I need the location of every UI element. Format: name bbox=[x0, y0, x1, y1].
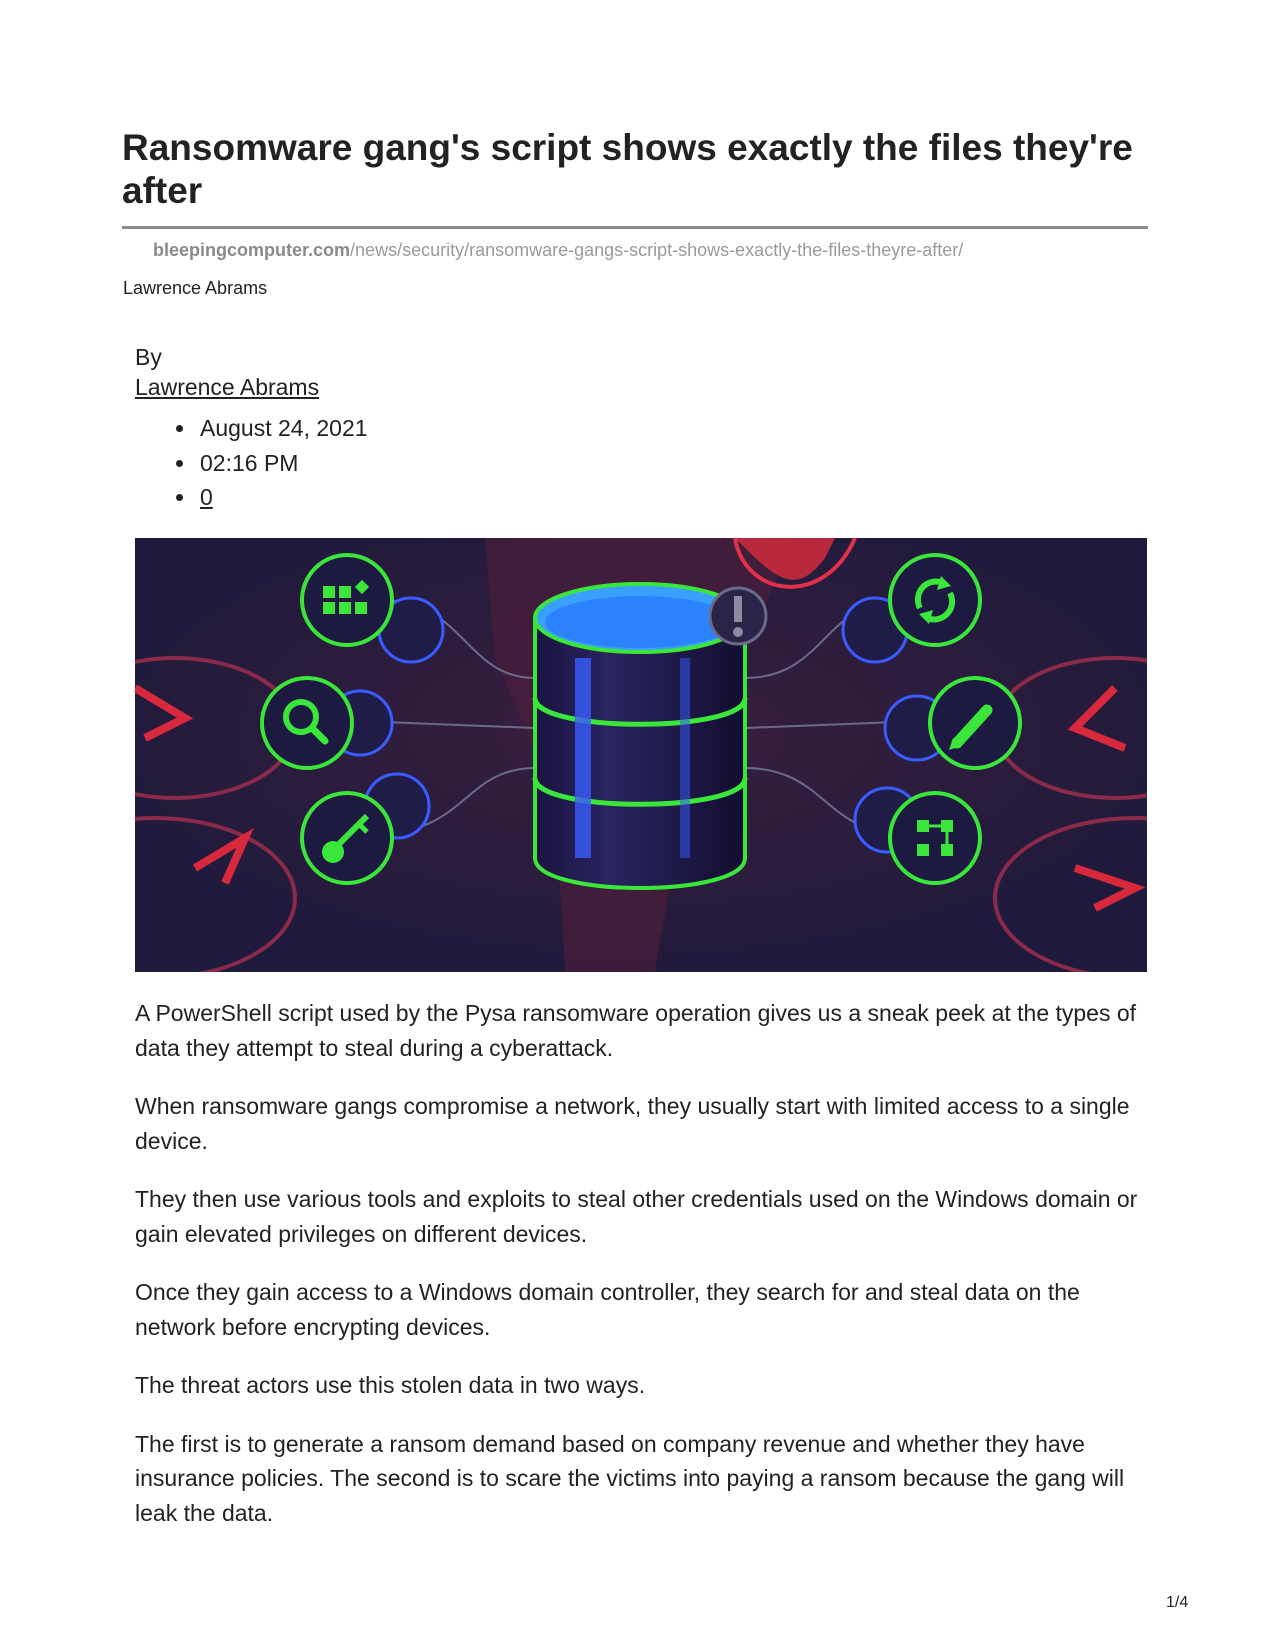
byline bbox=[135, 342, 319, 402]
author-link[interactable]: Lawrence Abrams bbox=[135, 374, 320, 400]
comment-count-link[interactable]: 0 bbox=[200, 484, 213, 510]
body-paragraph: They then use various tools and exploits to steal other credentials used on the Windows domain or gain elevated privileges on different devices. bbox=[135, 1186, 1138, 1247]
hero-image bbox=[135, 538, 1147, 972]
by-label: By bbox=[135, 344, 162, 370]
page-number: 1/4 bbox=[1166, 1594, 1189, 1611]
body-paragraph: A PowerShell script used by the Pysa ransomware operation gives us a sneak peek at the types of data they attempt to steal during a cyberattack. bbox=[135, 1000, 1137, 1061]
body-paragraph: The first is to generate a ransom demand based on company revenue and whether they have insurance policies. The second is to scare the victims into paying a ransom because the gang will leak the data. bbox=[135, 1430, 1125, 1526]
body-paragraph: When ransomware gangs compromise a network, they usually start with limited access to a single device. bbox=[135, 1093, 1130, 1154]
source-path: /news/security/ransomware-gangs-script-shows-exactly-the-files-theyre-after/ bbox=[350, 240, 964, 260]
publish-time: • 02:16 PM bbox=[197, 446, 368, 481]
body-paragraph: The threat actors use this stolen data in two ways. bbox=[135, 1372, 646, 1398]
publish-date: • August 24, 2021 bbox=[197, 411, 368, 446]
comment-count bbox=[197, 480, 368, 515]
source-domain: bleepingcomputer.com bbox=[153, 240, 351, 260]
article-meta bbox=[178, 411, 368, 515]
source-url bbox=[153, 240, 963, 261]
article-title: Ransomware gang's script shows exactly the files they're after bbox=[122, 127, 1133, 211]
author-header: Lawrence Abrams bbox=[123, 278, 268, 298]
body-paragraph: Once they gain access to a Windows domain controller, they search for and steal data on the network before encrypting devices. bbox=[135, 1279, 1080, 1340]
alert-icon bbox=[710, 588, 766, 644]
article-body bbox=[135, 996, 1155, 1554]
title-divider bbox=[122, 226, 1148, 229]
